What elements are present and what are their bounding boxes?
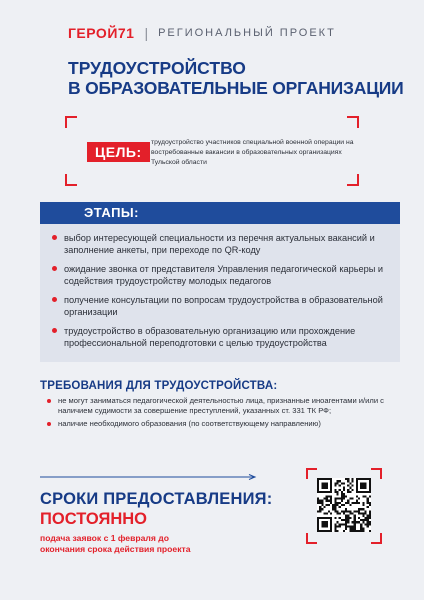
stage-text: трудоустройство в образовательную организацию или прохождение профессиональной переподготовки с целью трудоустройства — [64, 326, 356, 348]
list-item — [50, 294, 390, 318]
stages-list — [50, 232, 390, 356]
bullet-icon — [52, 328, 57, 333]
frame-corner-icon — [306, 468, 317, 479]
bullet-icon — [47, 399, 51, 403]
frame-corner-icon — [347, 116, 359, 128]
bullet-icon — [52, 235, 57, 240]
stage-text: выбор интересующей специальности из перечня актуальных вакансий и заполнение анкеты, при переходе по QR-коду — [64, 233, 375, 255]
requirement-text: не могут заниматься педагогической деятельностью лица, признанные иноагентами и/или с наличием судимости за совершение преступлений, указанных ст. 331 ТК РФ; — [58, 396, 384, 415]
deadline-value: ПОСТОЯННО — [40, 510, 148, 528]
header — [68, 24, 336, 42]
goal-badge: ЦЕЛЬ: — [87, 142, 150, 162]
frame-corner-icon — [306, 533, 317, 544]
list-item — [46, 419, 386, 429]
requirements-heading: ТРЕБОВАНИЯ ДЛЯ ТРУДОУСТРОЙСТВА: — [40, 380, 278, 392]
requirements-list — [46, 396, 386, 432]
frame-corner-icon — [347, 174, 359, 186]
stages-header — [40, 202, 400, 224]
stages-heading: ЭТАПЫ: — [84, 205, 139, 220]
goal-text: трудоустройство участников специальной военной операции на востребованные вакансии в образовательных организациях Тульской области — [151, 139, 354, 166]
page-title-line2: В ОБРАЗОВАТЕЛЬНЫЕ ОРГАНИЗАЦИИ — [68, 78, 404, 98]
list-item — [50, 263, 390, 287]
deadline-note-text: подача заявок с 1 февраля до окончания срока действия проекта — [40, 533, 191, 554]
deadline-heading: СРОКИ ПРЕДОСТАВЛЕНИЯ: — [40, 490, 273, 508]
stage-text: ожидание звонка от представителя Управления педагогической карьеры и содействия трудоустройству молодых педагогов — [64, 264, 384, 286]
list-item — [50, 325, 390, 349]
arrow-right-icon — [40, 474, 260, 480]
frame-corner-icon — [65, 116, 77, 128]
bullet-icon — [52, 266, 57, 271]
qr-code-icon[interactable] — [317, 478, 371, 532]
header-subtitle: РЕГИОНАЛЬНЫЙ ПРОЕКТ — [158, 27, 336, 39]
requirement-text: наличие необходимого образования (по соответствующему направлению) — [58, 419, 321, 428]
stages-box — [40, 202, 400, 362]
page-title-line1: ТРУДОУСТРОЙСТВО — [68, 58, 246, 78]
brand-logo: ГЕРОЙ71 — [68, 25, 135, 41]
header-separator: | — [144, 25, 149, 41]
deadline-note — [40, 533, 200, 555]
bullet-icon — [52, 297, 57, 302]
frame-corner-icon — [65, 174, 77, 186]
frame-corner-icon — [371, 468, 382, 479]
stage-text: получение консультации по вопросам трудоустройства в образовательной организации — [64, 295, 383, 317]
list-item — [50, 232, 390, 256]
goal-block — [65, 116, 359, 186]
bullet-icon — [47, 422, 51, 426]
page-title — [68, 58, 404, 98]
list-item — [46, 396, 386, 416]
frame-corner-icon — [371, 533, 382, 544]
